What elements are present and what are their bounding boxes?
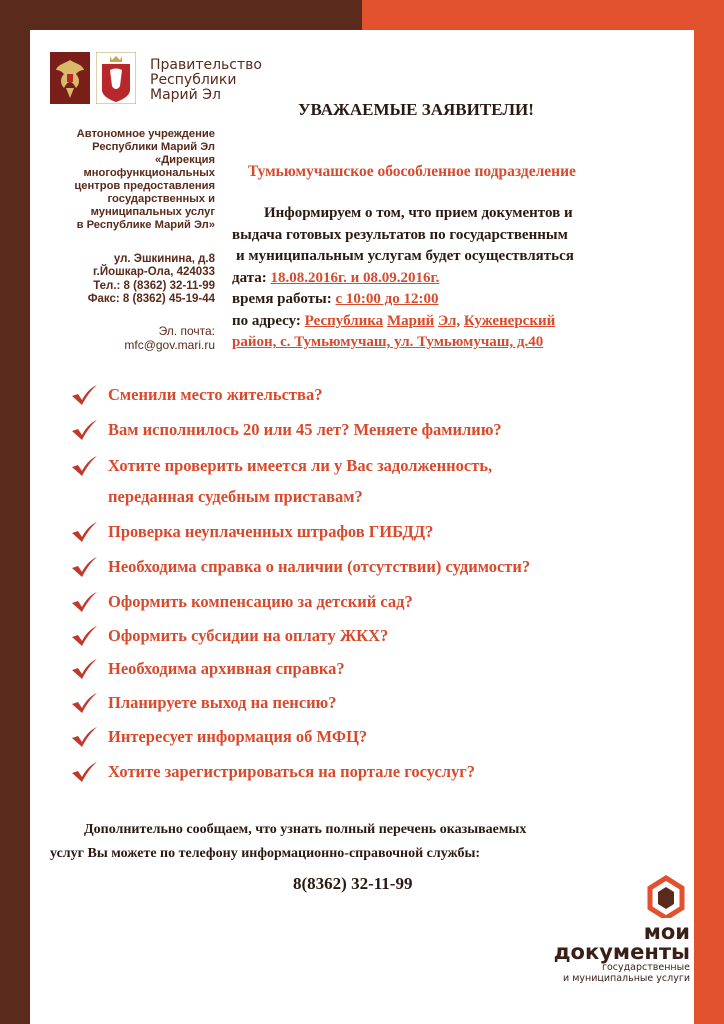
brand-logo	[540, 922, 690, 984]
gov-line: Республики	[150, 72, 237, 88]
checkmark-icon	[70, 726, 98, 748]
checkmark-icon	[70, 692, 98, 714]
list-item	[70, 692, 337, 714]
checkmark-icon	[70, 521, 98, 543]
info-line: Информируем о том, что прием документов и	[264, 205, 573, 221]
brand-line: документы	[553, 940, 690, 964]
date-label: дата:	[232, 269, 267, 286]
date-value: 18.08.2016г. и 08.09.2016г.	[270, 269, 440, 286]
subdivision-title: Тумьюмучашское обособленное подразделение	[248, 163, 576, 180]
address-word: Куженерский	[463, 312, 556, 329]
address-word: Республика	[304, 312, 384, 329]
question-continuation: переданная судебным приставам?	[108, 487, 363, 506]
question-text: Хотите зарегистрироваться на портале госуслуг?	[108, 762, 476, 782]
coat-of-arms-icon	[50, 52, 90, 104]
question-text: Вам исполнилось 20 или 45 лет? Меняете фамилию?	[108, 420, 502, 440]
question-text: Проверка неуплаченных штрафов ГИБДД?	[108, 522, 434, 542]
list-item	[70, 419, 502, 441]
org-line: государственных и	[107, 193, 215, 205]
list-item	[70, 455, 492, 477]
flag-emblem-icon	[96, 52, 136, 104]
question-text: Необходима справка о наличии (отсутствии) судимости?	[108, 557, 531, 577]
list-item	[70, 591, 413, 613]
question-text: Интересует информация об МФЦ?	[108, 727, 368, 747]
info-line: и муниципальным услугам будет осуществляться	[236, 248, 574, 264]
list-item	[70, 625, 388, 647]
fax-line: Факс: 8 (8362) 45-19-44	[87, 293, 215, 306]
email-block	[60, 324, 215, 352]
question-text: Планируете выход на пенсию?	[108, 693, 337, 713]
address-word: Марий	[386, 312, 435, 329]
checkmark-icon	[70, 419, 98, 441]
organization-name	[60, 128, 215, 232]
email-label: Эл. почта:	[158, 324, 215, 338]
hours-row	[232, 289, 688, 311]
question-text: Сменили место жительства?	[108, 385, 323, 405]
footer-line: услуг Вы можете по телефону информационно-справочной службы:	[50, 846, 481, 861]
government-title	[150, 58, 270, 103]
address-word: Эл,	[437, 312, 461, 329]
org-line: Автономное учреждение	[76, 128, 215, 140]
organization-address	[60, 253, 215, 307]
phone-line: Тел.: 8 (8362) 32-11-99	[93, 279, 215, 292]
info-paragraph	[232, 203, 688, 354]
checkmark-icon	[70, 556, 98, 578]
question-text: Хотите проверить имеется ли у Вас задолженность,	[108, 456, 493, 476]
address-line: г.Йошкар-Ола, 424033	[93, 266, 215, 279]
list-item	[70, 761, 475, 783]
org-line: муниципальных услуг	[90, 206, 215, 218]
footer-note	[50, 818, 650, 866]
org-line: центров предоставления	[74, 180, 215, 192]
question-text: Необходима архивная справка?	[108, 659, 345, 679]
checkmark-icon	[70, 625, 98, 647]
org-line: «Дирекция	[154, 154, 215, 166]
address-line-2: район, с. Тумьюмучаш, ул. Тумьюмучаш, д.40	[232, 334, 544, 350]
address-line: ул. Эшкинина, д.8	[113, 253, 215, 265]
info-line: выдача готовых результатов по государственным	[232, 226, 568, 243]
helpline-phone[interactable]: 8(8362) 32-11-99	[293, 874, 413, 893]
headline: УВАЖАЕМЫЕ ЗАЯВИТЕЛИ!	[298, 100, 534, 119]
date-row	[232, 268, 688, 290]
checkmark-icon	[70, 591, 98, 613]
checkmark-icon	[70, 761, 98, 783]
email-address[interactable]: mfc@gov.mari.ru	[124, 338, 215, 352]
brand-tagline: и муниципальные услуги	[563, 973, 690, 984]
org-line: Республики Марий Эл	[92, 141, 215, 153]
gov-line: Марий Эл	[150, 87, 221, 103]
address-row	[232, 311, 688, 333]
list-item	[70, 556, 530, 578]
brand-line: мои	[643, 920, 690, 944]
moi-dokumenty-logo-icon	[646, 874, 686, 918]
checkmark-icon	[70, 384, 98, 406]
footer-line: Дополнительно сообщаем, что узнать полный перечень оказываемых	[84, 822, 527, 837]
hours-label: время работы:	[232, 291, 332, 307]
address-label: по адресу:	[232, 312, 301, 329]
list-item	[70, 658, 345, 680]
list-item	[70, 726, 367, 748]
list-item	[70, 521, 433, 543]
org-line: многофункциональных	[83, 167, 215, 179]
gov-line: Правительство	[150, 57, 262, 73]
checkmark-icon	[70, 658, 98, 680]
question-text: Оформить компенсацию за детский сад?	[108, 592, 413, 612]
hours-value: с 10:00 до 12:00	[335, 291, 439, 307]
question-text: Оформить субсидии на оплату ЖКХ?	[108, 626, 389, 646]
checkmark-icon	[70, 455, 98, 477]
brand-tagline: государственные	[601, 962, 690, 973]
list-item	[70, 384, 322, 406]
org-line: в Республике Марий Эл»	[76, 219, 215, 231]
